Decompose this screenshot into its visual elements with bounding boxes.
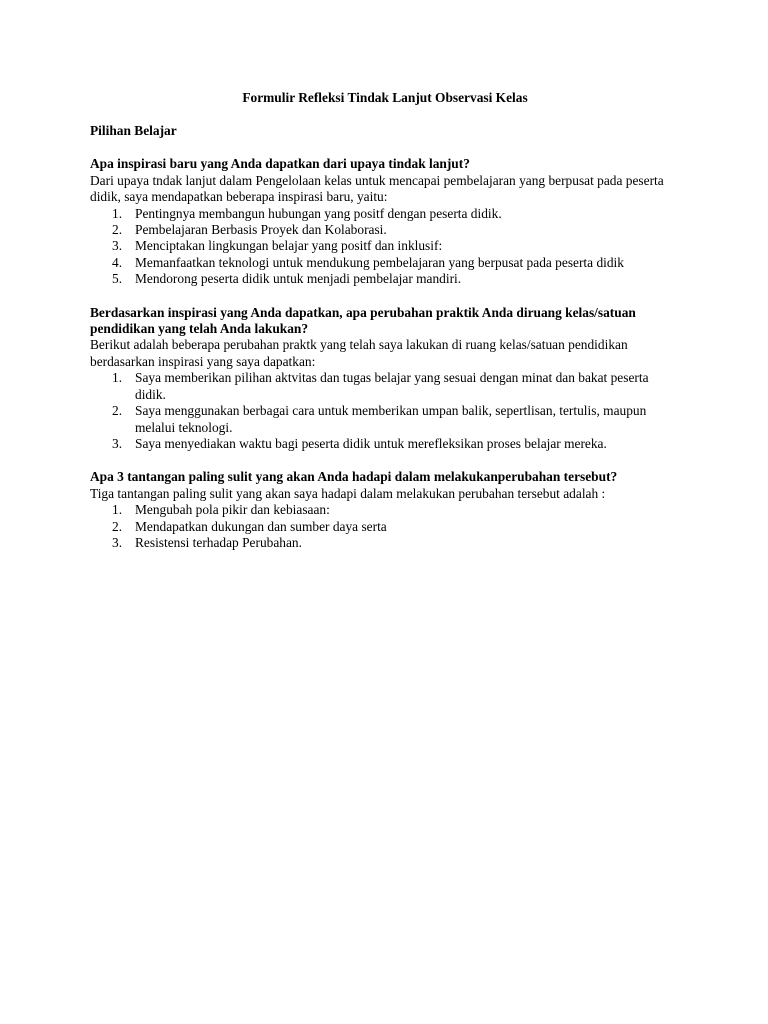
list-item-text: Pembelajaran Berbasis Proyek dan Kolaborasi. bbox=[135, 222, 387, 238]
list-item bbox=[90, 403, 680, 436]
list-item-text: Mendapatkan dukungan dan sumber daya serta bbox=[135, 518, 387, 534]
list-item-text: Memanfaatkan teknologi untuk mendukung pembelajaran yang berpusat pada peserta didik bbox=[135, 254, 624, 270]
list-item bbox=[90, 502, 680, 518]
list-item-text: Pentingnya membangun hubungan yang positf dengan peserta didik. bbox=[135, 205, 502, 221]
answer-intro: Tiga tantangan paling sulit yang akan saya hadapi dalam melakukan perubahan tersebut adalah : bbox=[90, 485, 606, 501]
answer-list bbox=[90, 502, 680, 551]
question-block-3 bbox=[90, 469, 680, 551]
list-item bbox=[90, 436, 680, 452]
list-number: 1. bbox=[112, 205, 123, 221]
list-item-text: Saya memberikan pilihan aktvitas dan tugas belajar yang sesuai dengan minat dan bakat peserta didik. bbox=[135, 370, 649, 402]
question-heading: Apa inspirasi baru yang Anda dapatkan dari upaya tindak lanjut? bbox=[90, 156, 470, 172]
question-heading: Berdasarkan inspirasi yang Anda dapatkan, apa perubahan praktik Anda diruang kelas/satuan pendidikan yang telah Anda lakukan? bbox=[90, 304, 636, 337]
section-label: Pilihan Belajar bbox=[90, 123, 177, 138]
list-number: 5. bbox=[112, 271, 123, 287]
question-heading: Apa 3 tantangan paling sulit yang akan Anda hadapi dalam melakukanperubahan tersebut? bbox=[90, 469, 618, 485]
question-block-1 bbox=[90, 156, 680, 287]
list-item-text: Saya menggunakan berbagai cara untuk memberikan umpan balik, sepertlisan, tertulis, maupun melalui teknologi. bbox=[135, 403, 647, 435]
list-item-text: Mendorong peserta didik untuk menjadi pembelajar mandiri. bbox=[135, 271, 462, 287]
list-item-text: Menciptakan lingkungan belajar yang positf dan inklusif: bbox=[135, 238, 443, 254]
list-item bbox=[90, 271, 680, 287]
answer-intro: Dari upaya tndak lanjut dalam Pengelolaan kelas untuk mencapai pembelajaran yang berpusat pada peserta didik, saya mendapatkan beberapa inspirasi baru, yaitu: bbox=[90, 172, 664, 205]
document-page bbox=[90, 90, 680, 551]
list-item bbox=[90, 238, 680, 254]
list-number: 1. bbox=[112, 370, 123, 386]
document-title: Formulir Refleksi Tindak Lanjut Observasi Kelas bbox=[242, 90, 528, 105]
list-number: 2. bbox=[112, 403, 123, 419]
question-block-2 bbox=[90, 305, 680, 453]
list-number: 1. bbox=[112, 502, 123, 518]
list-item bbox=[90, 370, 680, 403]
list-item bbox=[90, 255, 680, 271]
list-item bbox=[90, 206, 680, 222]
list-item-text: Resistensi terhadap Perubahan. bbox=[135, 534, 302, 550]
list-number: 4. bbox=[112, 254, 123, 270]
list-number: 3. bbox=[112, 435, 123, 451]
list-item-text: Saya menyediakan waktu bagi peserta didik untuk merefleksikan proses belajar mereka. bbox=[135, 435, 607, 451]
list-number: 3. bbox=[112, 534, 123, 550]
answer-list bbox=[90, 370, 680, 452]
list-number: 2. bbox=[112, 222, 123, 238]
answer-intro: Berikut adalah beberapa perubahan praktk yang telah saya lakukan di ruang kelas/satuan pendidikan berdasarkan inspirasi yang saya dapatkan: bbox=[90, 337, 628, 369]
list-number: 2. bbox=[112, 518, 123, 534]
list-number: 3. bbox=[112, 238, 123, 254]
answer-list bbox=[90, 206, 680, 288]
list-item bbox=[90, 519, 680, 535]
list-item bbox=[90, 535, 680, 551]
list-item-text: Mengubah pola pikir dan kebiasaan: bbox=[135, 502, 330, 518]
list-item bbox=[90, 222, 680, 238]
